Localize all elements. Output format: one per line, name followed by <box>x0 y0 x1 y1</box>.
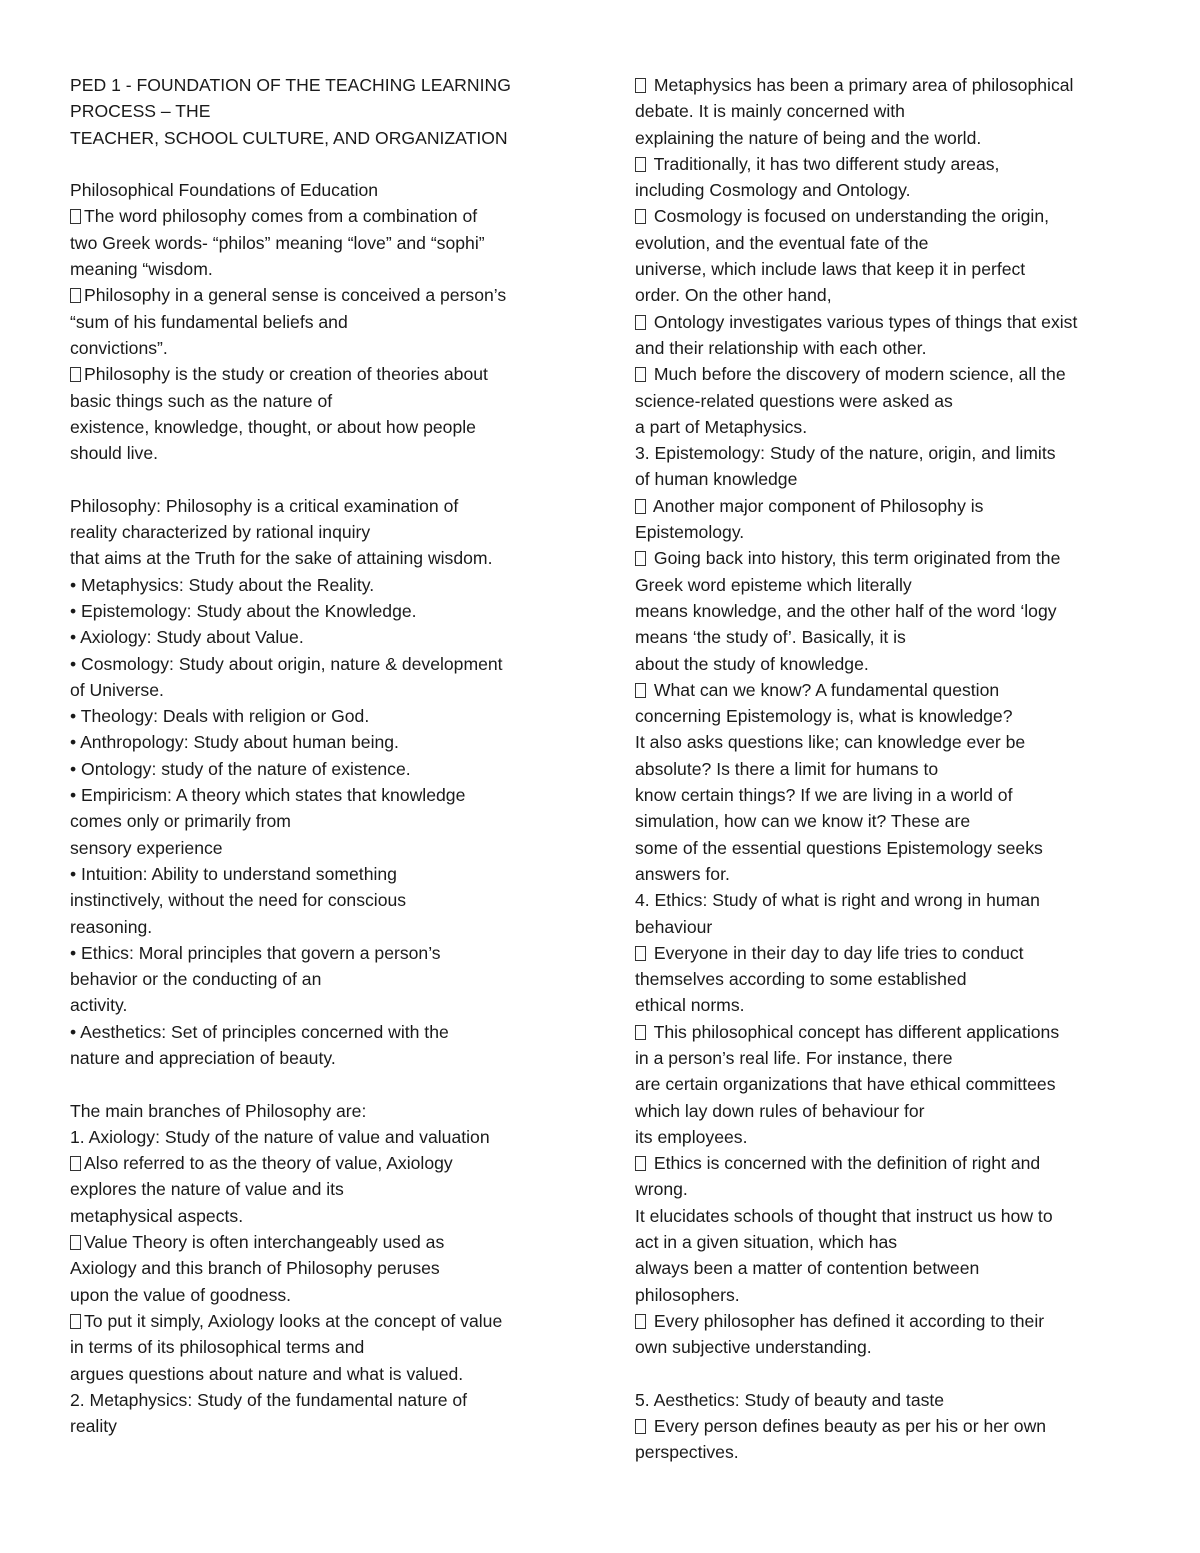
text-line <box>635 1308 1135 1334</box>
text-line <box>70 361 575 387</box>
text-line-content: Ontology investigates various types of things that exist <box>649 311 1078 332</box>
text-line: Philosophical Foundations of Education <box>70 180 379 201</box>
text-line: instinctively, without the need for conscious <box>70 890 407 911</box>
text-line: a part of Metaphysics. <box>635 416 808 437</box>
text-line: debate. It is mainly concerned with <box>635 101 905 122</box>
text-line: 2. Metaphysics: Study of the fundamental nature of <box>70 1389 468 1410</box>
text-line: Greek word episteme which literally <box>635 574 912 595</box>
blank-line <box>635 1361 1135 1387</box>
text-line: behavior or the conducting of an <box>70 969 322 990</box>
text-line: means ‘the study of’. Basically, it is <box>635 627 906 648</box>
text-line-content: Ethics is concerned with the definition of right and <box>649 1153 1041 1174</box>
text-line: explores the nature of value and its <box>70 1179 344 1200</box>
text-line: order. On the other hand, <box>635 285 832 306</box>
text-line: always been a matter of contention between <box>635 1258 980 1279</box>
text-line: • Anthropology: Study about human being. <box>70 732 399 753</box>
text-line: nature and appreciation of beauty. <box>70 1047 336 1068</box>
text-line: 4. Ethics: Study of what is right and wrong in human <box>635 890 1040 911</box>
text-line <box>70 1308 575 1334</box>
text-line <box>635 1413 1135 1439</box>
missing-glyph-icon <box>70 1235 81 1250</box>
text-line: convictions”. <box>70 337 168 358</box>
text-line <box>70 282 575 308</box>
text-line: and their relationship with each other. <box>635 337 927 358</box>
text-line: two Greek words- “philos” meaning “love” and “sophi” <box>70 232 485 253</box>
text-line <box>70 1150 575 1176</box>
missing-glyph-icon <box>635 315 646 330</box>
text-line: wrong. <box>635 1179 688 1200</box>
missing-glyph-icon <box>70 1156 81 1171</box>
missing-glyph-icon <box>635 1419 646 1434</box>
text-line-content: To put it simply, Axiology looks at the concept of value <box>84 1310 503 1331</box>
text-line <box>635 1150 1135 1176</box>
text-line: upon the value of goodness. <box>70 1284 292 1305</box>
missing-glyph-icon <box>635 157 646 172</box>
text-line <box>635 309 1135 335</box>
blank-line <box>70 1071 575 1097</box>
text-line: • Cosmology: Study about origin, nature & development <box>70 653 503 674</box>
text-line: meaning “wisdom. <box>70 259 213 280</box>
text-line: • Theology: Deals with religion or God. <box>70 706 370 727</box>
missing-glyph-icon <box>635 499 646 514</box>
text-line: Axiology and this branch of Philosophy peruses <box>70 1258 440 1279</box>
text-line: of Universe. <box>70 679 164 700</box>
right-column <box>635 72 1135 1466</box>
text-line <box>635 361 1135 387</box>
text-line: • Axiology: Study about Value. <box>70 627 304 648</box>
text-line: PROCESS – THE <box>70 101 211 122</box>
text-line: • Metaphysics: Study about the Reality. <box>70 574 375 595</box>
text-line <box>635 203 1135 229</box>
text-line-content: Traditionally, it has two different study areas, <box>649 153 1000 174</box>
text-line: explaining the nature of being and the world. <box>635 127 982 148</box>
blank-line <box>70 466 575 492</box>
text-line-content: The word philosophy comes from a combination of <box>84 206 478 227</box>
text-line: of human knowledge <box>635 469 798 490</box>
missing-glyph-icon <box>635 1314 646 1329</box>
text-line <box>635 72 1135 98</box>
text-line: know certain things? If we are living in a world of <box>635 785 1013 806</box>
text-line <box>635 545 1135 571</box>
text-line: including Cosmology and Ontology. <box>635 180 911 201</box>
text-line-content: Philosophy is the study or creation of theories about <box>84 364 488 385</box>
text-line: are certain organizations that have ethical committees <box>635 1074 1056 1095</box>
text-line: 1. Axiology: Study of the nature of value and valuation <box>70 1126 490 1147</box>
text-line: concerning Epistemology is, what is knowledge? <box>635 706 1013 727</box>
missing-glyph-icon <box>70 209 81 224</box>
text-line: reality <box>70 1416 117 1437</box>
missing-glyph-icon <box>635 1156 646 1171</box>
text-line: universe, which include laws that keep it in perfect <box>635 259 1026 280</box>
text-line: evolution, and the eventual fate of the <box>635 232 929 253</box>
text-line: Philosophy: Philosophy is a critical examination of <box>70 495 459 516</box>
text-line: comes only or primarily from <box>70 811 291 832</box>
text-line <box>635 940 1135 966</box>
text-line <box>635 493 1135 519</box>
text-line: act in a given situation, which has <box>635 1232 898 1253</box>
text-line-content: Going back into history, this term originated from the <box>649 548 1061 569</box>
blank-line <box>70 151 575 177</box>
text-line: 5. Aesthetics: Study of beauty and taste <box>635 1389 945 1410</box>
text-line: means knowledge, and the other half of the word ‘logy <box>635 600 1057 621</box>
text-line: about the study of knowledge. <box>635 653 869 674</box>
text-line: that aims at the Truth for the sake of attaining wisdom. <box>70 548 493 569</box>
text-line: • Intuition: Ability to understand something <box>70 863 397 884</box>
text-line: its employees. <box>635 1126 748 1147</box>
text-line: science-related questions were asked as <box>635 390 953 411</box>
text-line: It elucidates schools of thought that instruct us how to <box>635 1205 1053 1226</box>
text-line <box>70 1229 575 1255</box>
text-line: activity. <box>70 995 128 1016</box>
text-line: • Epistemology: Study about the Knowledge. <box>70 600 417 621</box>
text-line-content: Much before the discovery of modern science, all the <box>649 364 1066 385</box>
text-line: reasoning. <box>70 916 153 937</box>
text-line: some of the essential questions Epistemology seeks <box>635 837 1043 858</box>
text-line: own subjective understanding. <box>635 1337 872 1358</box>
text-line: “sum of his fundamental beliefs and <box>70 311 348 332</box>
text-line <box>635 677 1135 703</box>
text-line <box>70 203 575 229</box>
text-line: which lay down rules of behaviour for <box>635 1100 925 1121</box>
text-line <box>635 151 1135 177</box>
missing-glyph-icon <box>635 683 646 698</box>
missing-glyph-icon <box>70 367 81 382</box>
text-line: • Ontology: study of the nature of existence. <box>70 758 411 779</box>
text-line: • Aesthetics: Set of principles concerned with the <box>70 1021 449 1042</box>
text-line: The main branches of Philosophy are: <box>70 1100 367 1121</box>
text-line: basic things such as the nature of <box>70 390 333 411</box>
text-line: themselves according to some established <box>635 969 967 990</box>
text-line-content: Another major component of Philosophy is <box>649 495 984 516</box>
text-line: Epistemology. <box>635 522 745 543</box>
missing-glyph-icon <box>635 551 646 566</box>
text-line: perspectives. <box>635 1442 739 1463</box>
text-line: • Empiricism: A theory which states that knowledge <box>70 785 466 806</box>
text-line: ethical norms. <box>635 995 745 1016</box>
text-line-content: Also referred to as the theory of value, Axiology <box>84 1153 453 1174</box>
left-column <box>70 72 575 1439</box>
text-line: in terms of its philosophical terms and <box>70 1337 365 1358</box>
text-line: • Ethics: Moral principles that govern a person’s <box>70 942 441 963</box>
text-line: absolute? Is there a limit for humans to <box>635 758 939 779</box>
missing-glyph-icon <box>635 1025 646 1040</box>
text-line-content: Philosophy in a general sense is conceived a person’s <box>84 285 507 306</box>
text-line: existence, knowledge, thought, or about how people <box>70 416 476 437</box>
text-line-content: This philosophical concept has different applications <box>649 1021 1060 1042</box>
text-line: answers for. <box>635 863 730 884</box>
text-line-content: Metaphysics has been a primary area of philosophical <box>649 75 1074 95</box>
text-line: should live. <box>70 443 159 464</box>
text-line: It also asks questions like; can knowledge ever be <box>635 732 1026 753</box>
text-line: metaphysical aspects. <box>70 1205 244 1226</box>
text-line-content: What can we know? A fundamental question <box>649 679 1000 700</box>
text-line: argues questions about nature and what is valued. <box>70 1363 464 1384</box>
text-line: in a person’s real life. For instance, there <box>635 1047 953 1068</box>
text-line: simulation, how can we know it? These are <box>635 811 971 832</box>
text-line-content: Every person defines beauty as per his or her own <box>649 1416 1047 1437</box>
text-line: behaviour <box>635 916 713 937</box>
text-line: TEACHER, SCHOOL CULTURE, AND ORGANIZATION <box>70 127 508 148</box>
text-line <box>635 1019 1135 1045</box>
text-line-content: Value Theory is often interchangeably used as <box>84 1232 445 1253</box>
missing-glyph-icon <box>635 367 646 382</box>
text-line: sensory experience <box>70 837 223 858</box>
text-line: PED 1 - FOUNDATION OF THE TEACHING LEARNING <box>70 75 511 95</box>
missing-glyph-icon <box>635 946 646 961</box>
text-line: philosophers. <box>635 1284 740 1305</box>
text-line-content: Everyone in their day to day life tries to conduct <box>649 942 1024 963</box>
text-line: 3. Epistemology: Study of the nature, origin, and limits <box>635 443 1056 464</box>
missing-glyph-icon <box>70 288 81 303</box>
text-line: reality characterized by rational inquiry <box>70 522 371 543</box>
text-line-content: Every philosopher has defined it according to their <box>649 1310 1045 1331</box>
text-line-content: Cosmology is focused on understanding the origin, <box>649 206 1050 227</box>
missing-glyph-icon <box>635 209 646 224</box>
missing-glyph-icon <box>70 1314 81 1329</box>
missing-glyph-icon <box>635 78 646 93</box>
